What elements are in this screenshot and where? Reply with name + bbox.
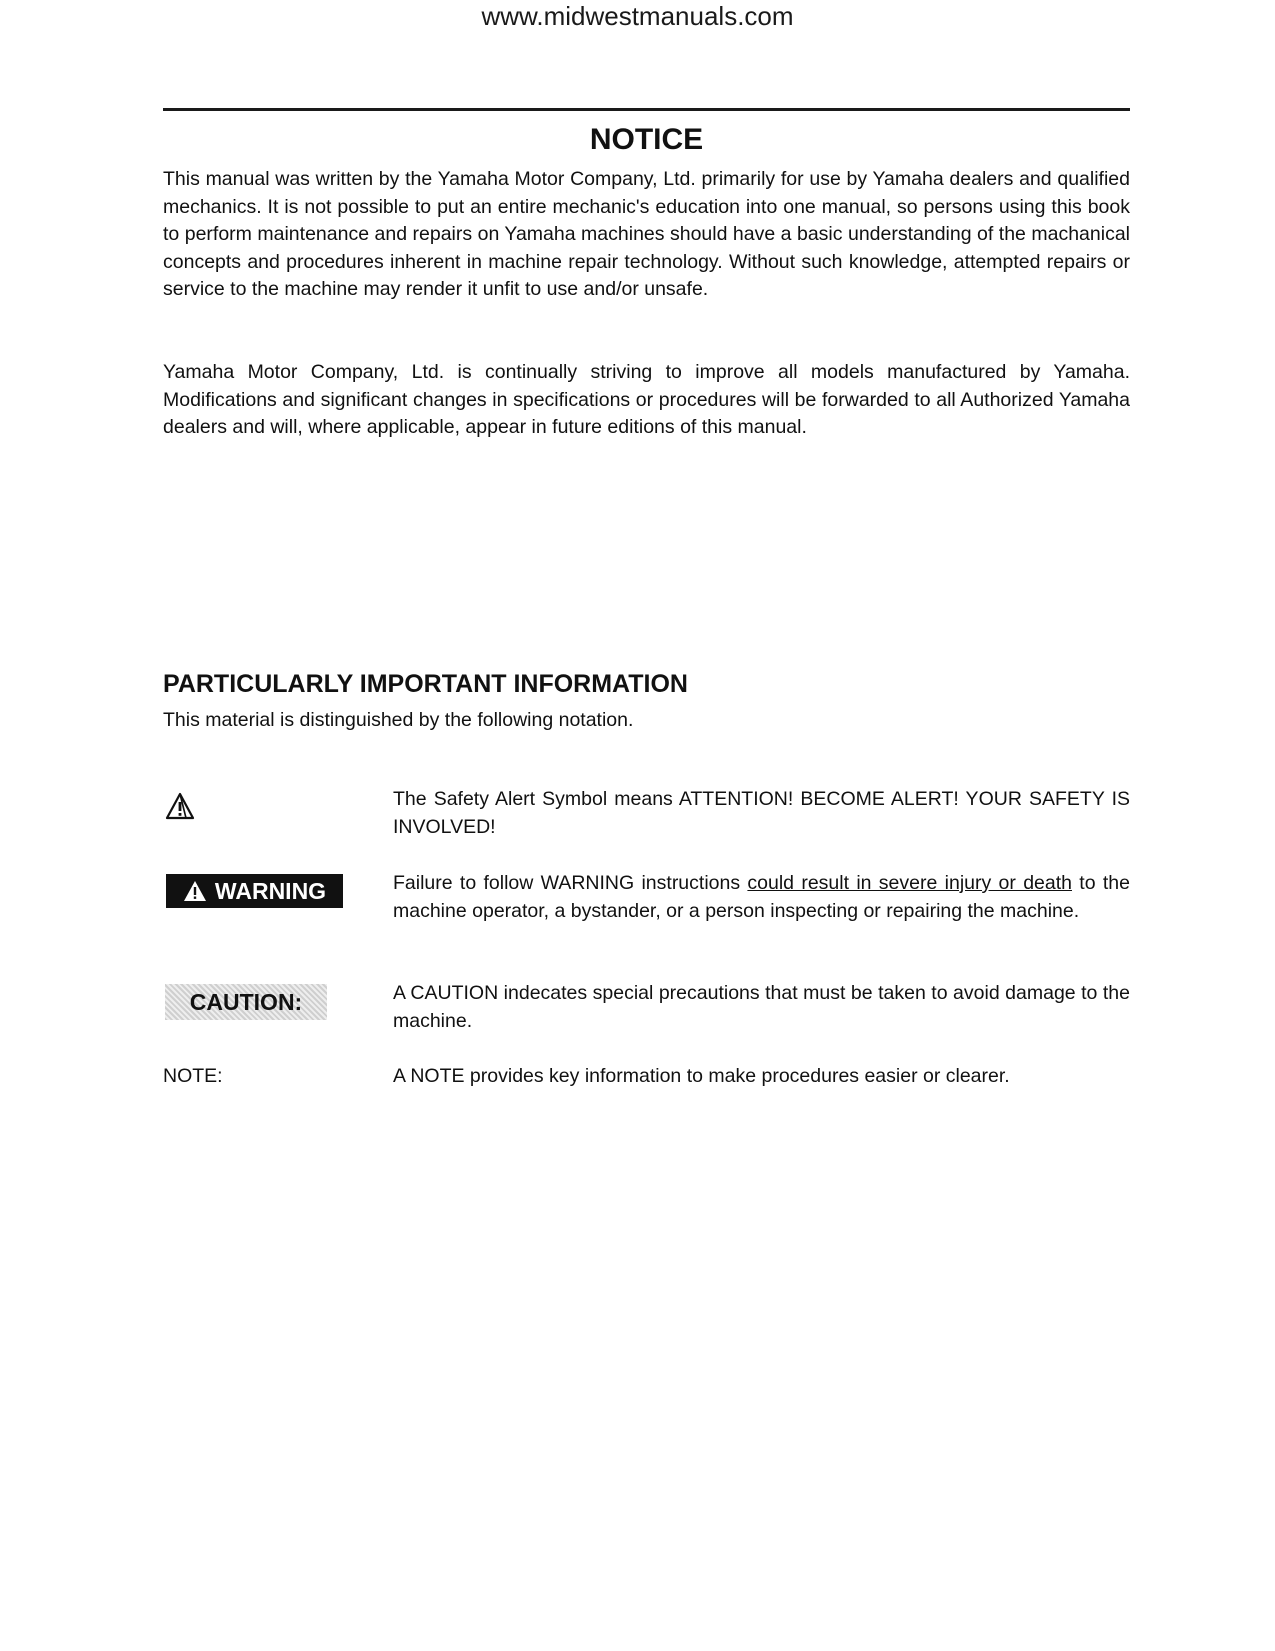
note-label: NOTE: <box>163 1065 223 1087</box>
warning-desc-underline: could result in severe injury or death <box>747 872 1072 894</box>
warning-triangle-icon <box>183 880 207 902</box>
note-description: A NOTE provides key information to make procedures easier or clearer. <box>393 1065 1010 1087</box>
top-rule <box>163 108 1130 111</box>
safety-alert-description: The Safety Alert Symbol means ATTENTION! BECOME ALERT! YOUR SAFETY IS INVOLVED! <box>393 788 1130 838</box>
caution-description: A CAUTION indecates special precautions that must be taken to avoid damage to the machine. <box>393 982 1130 1032</box>
warning-badge <box>166 874 343 908</box>
notice-paragraph-1: This manual was written by the Yamaha Motor Company, Ltd. primarily for use by Yamaha dealers and qualified mechanics. It is not possible to put an entire mechanic's education into one manual, so persons using this book to perform maintenance and repairs on Yamaha machines should have a basic understanding of the machanical concepts and procedures inherent in machine repair technology. Without such knowledge, attempted repairs or service to the machine may render it unfit to use and/or unsafe. <box>163 168 1130 300</box>
site-url-header: www.midwestmanuals.com <box>481 1 794 31</box>
warning-desc-post: to the machine operator, a bystander, or a person inspecting or repairing the machine. <box>393 872 1130 922</box>
warning-badge-text: WARNING <box>214 878 327 904</box>
section-subtitle: This material is distinguished by the following notation. <box>163 709 634 731</box>
notice-paragraph-2: Yamaha Motor Company, Ltd. is continually striving to improve all models manufactured by Yamaha. Modifications and significant changes in specifications or procedures will be forwarded to all Authorized Yamaha dealers and will, where applicable, appear in future editions of this manual. <box>163 361 1130 438</box>
warning-desc-pre: Failure to follow WARNING instructions <box>393 872 748 894</box>
warning-description <box>393 870 1130 925</box>
section-title: PARTICULARLY IMPORTANT INFORMATION <box>163 670 688 698</box>
caution-badge: CAUTION: <box>165 984 327 1020</box>
safety-alert-icon <box>165 792 195 820</box>
notice-title: NOTICE <box>589 123 704 156</box>
